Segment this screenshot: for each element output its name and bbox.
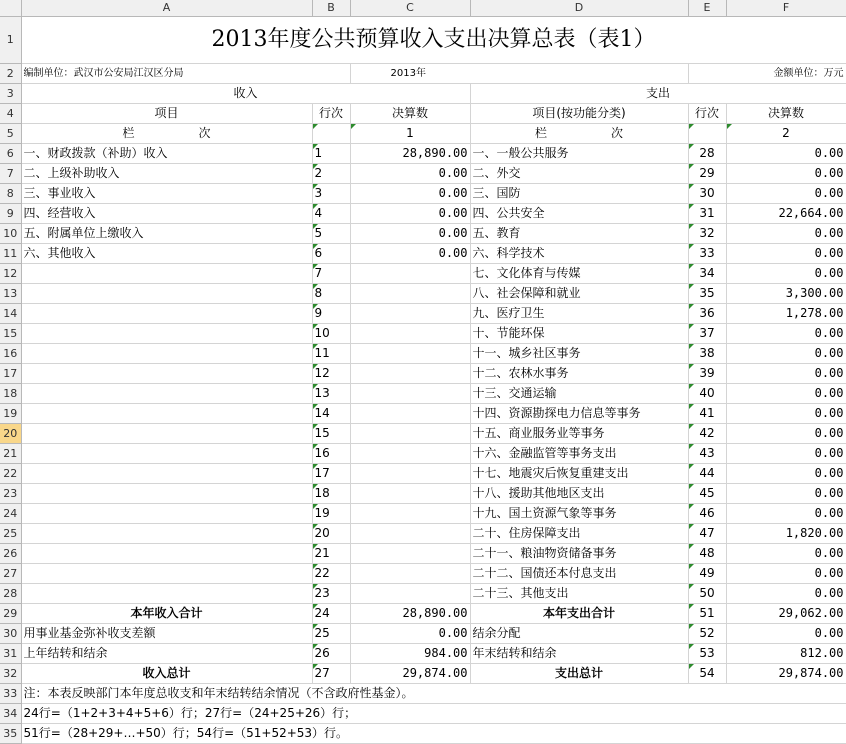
expense-line-cell[interactable]: 32 xyxy=(688,224,726,244)
ci2-label: 次 xyxy=(611,126,624,140)
income-item-cell[interactable] xyxy=(21,444,312,464)
income-line-cell[interactable]: 16 xyxy=(312,444,350,464)
table-row xyxy=(0,344,846,364)
expense-amount-cell[interactable]: 0.00 xyxy=(726,464,846,484)
income-item-cell[interactable] xyxy=(21,404,312,424)
expense-total-line-cell[interactable]: 53 xyxy=(688,644,726,664)
expense-total-amount-cell[interactable]: 29,062.00 xyxy=(726,604,846,624)
income-line-cell[interactable]: 1 xyxy=(312,144,350,164)
income-item-cell[interactable] xyxy=(21,504,312,524)
income-section-cell[interactable]: 收入 xyxy=(21,84,470,104)
total-row xyxy=(0,644,846,664)
expense-line-cell[interactable]: 50 xyxy=(688,584,726,604)
lan2-label: 栏 xyxy=(534,126,547,140)
table-row xyxy=(0,304,846,324)
expense-item-cell[interactable]: 十六、金融监管等事务支出 xyxy=(470,444,688,464)
note-row xyxy=(0,684,846,704)
item-header-cell[interactable]: 项目 xyxy=(21,104,312,124)
note-cell[interactable]: 注：本表反映部门本年度总收支和年末结转结余情况（不含政府性基金）。 xyxy=(21,684,846,704)
income-line-cell[interactable]: 2 xyxy=(312,164,350,184)
expense-line-cell[interactable]: 40 xyxy=(688,384,726,404)
column-header-d[interactable]: D xyxy=(470,0,688,17)
income-item-cell[interactable]: 三、事业收入 xyxy=(21,184,312,204)
expense-line-cell[interactable]: 47 xyxy=(688,524,726,544)
table-row xyxy=(0,184,846,204)
expense-total-label-cell[interactable]: 支出总计 xyxy=(470,664,688,684)
expense-line-cell[interactable]: 30 xyxy=(688,184,726,204)
select-all-corner[interactable] xyxy=(0,0,21,17)
row-header[interactable]: 4 xyxy=(0,104,21,124)
ci-label: 次 xyxy=(198,126,211,140)
income-line-cell[interactable]: 21 xyxy=(312,544,350,564)
income-amount-cell[interactable] xyxy=(350,504,470,524)
row-header[interactable]: 5 xyxy=(0,124,21,144)
line-header-cell[interactable]: 行次 xyxy=(312,104,350,124)
expense-item-cell[interactable]: 六、科学技术 xyxy=(470,244,688,264)
income-amount-cell[interactable]: 0.00 xyxy=(350,224,470,244)
table-row xyxy=(0,504,846,524)
expense-amount-cell[interactable]: 0.00 xyxy=(726,564,846,584)
expense-amount-cell[interactable]: 0.00 xyxy=(726,504,846,524)
income-item-cell[interactable] xyxy=(21,584,312,604)
expense-item-cell[interactable]: 十三、交通运输 xyxy=(470,384,688,404)
num1-cell[interactable]: 1 xyxy=(350,124,470,144)
note-row xyxy=(0,724,846,744)
expense-line-cell[interactable]: 39 xyxy=(688,364,726,384)
income-amount-cell[interactable]: 28,890.00 xyxy=(350,144,470,164)
income-total-label-cell[interactable]: 用事业基金弥补收支差额 xyxy=(21,624,312,644)
income-line-cell[interactable]: 13 xyxy=(312,384,350,404)
row-header[interactable]: 11 xyxy=(0,244,21,264)
income-line-cell[interactable]: 6 xyxy=(312,244,350,264)
table-row xyxy=(0,224,846,244)
income-line-cell[interactable]: 17 xyxy=(312,464,350,484)
income-line-cell[interactable]: 9 xyxy=(312,304,350,324)
expense-item-cell[interactable]: 十、节能环保 xyxy=(470,324,688,344)
column-header-c[interactable]: C xyxy=(350,0,470,17)
expense-total-line-cell[interactable]: 52 xyxy=(688,624,726,644)
row-header[interactable]: 3 xyxy=(0,84,21,104)
table-row xyxy=(0,464,846,484)
row-header[interactable]: 17 xyxy=(0,364,21,384)
expense-amount-cell[interactable]: 0.00 xyxy=(726,544,846,564)
expense-item-cell[interactable]: 一、一般公共服务 xyxy=(470,144,688,164)
table-row xyxy=(0,424,846,444)
table-row xyxy=(0,244,846,264)
expense-item-cell[interactable]: 十一、城乡社区事务 xyxy=(470,344,688,364)
row-header[interactable]: 20 xyxy=(0,424,21,444)
row-header[interactable]: 25 xyxy=(0,524,21,544)
table-row xyxy=(0,384,846,404)
expense-amount-cell[interactable]: 0.00 xyxy=(726,184,846,204)
expense-amount-cell[interactable]: 0.00 xyxy=(726,584,846,604)
income-total-line-cell[interactable]: 26 xyxy=(312,644,350,664)
income-line-cell[interactable]: 4 xyxy=(312,204,350,224)
expense-item-cell[interactable]: 二十二、国债还本付息支出 xyxy=(470,564,688,584)
income-line-cell[interactable]: 11 xyxy=(312,344,350,364)
item-func-header-cell[interactable]: 项目(按功能分类) xyxy=(470,104,688,124)
table-row xyxy=(0,544,846,564)
row-header[interactable]: 19 xyxy=(0,404,21,424)
expense-line-cell[interactable]: 45 xyxy=(688,484,726,504)
expense-item-cell[interactable]: 三、国防 xyxy=(470,184,688,204)
column-header-b[interactable]: B xyxy=(312,0,350,17)
note-row xyxy=(0,704,846,724)
row-header[interactable]: 1 xyxy=(0,17,21,64)
expense-item-cell[interactable]: 二十三、其他支出 xyxy=(470,584,688,604)
income-item-cell[interactable]: 六、其他收入 xyxy=(21,244,312,264)
expense-amount-cell[interactable]: 0.00 xyxy=(726,144,846,164)
column-header-e[interactable]: E xyxy=(688,0,726,17)
income-amount-cell[interactable] xyxy=(350,384,470,404)
income-item-cell[interactable] xyxy=(21,484,312,504)
table-row xyxy=(0,484,846,504)
total-row xyxy=(0,604,846,624)
amount2-header-cell[interactable]: 决算数 xyxy=(726,104,846,124)
row-header[interactable]: 34 xyxy=(0,704,21,724)
expense-line-cell[interactable]: 48 xyxy=(688,544,726,564)
lan-ci-cell[interactable] xyxy=(21,124,312,144)
expense-item-cell[interactable]: 七、文化体育与传媒 xyxy=(470,264,688,284)
expense-item-cell[interactable]: 十四、资源勘探电力信息等事务 xyxy=(470,404,688,424)
line-num-cell[interactable] xyxy=(312,124,350,144)
table-row xyxy=(0,524,846,544)
income-amount-cell[interactable] xyxy=(350,324,470,344)
income-line-cell[interactable]: 14 xyxy=(312,404,350,424)
expense-total-amount-cell[interactable]: 29,874.00 xyxy=(726,664,846,684)
income-item-cell[interactable] xyxy=(21,324,312,344)
table-row xyxy=(0,204,846,224)
year-cell[interactable]: 2013年 xyxy=(350,64,688,84)
income-line-cell[interactable]: 15 xyxy=(312,424,350,444)
income-amount-cell[interactable] xyxy=(350,264,470,284)
expense-line-cell[interactable]: 35 xyxy=(688,284,726,304)
table-row xyxy=(0,564,846,584)
expense-total-label-cell[interactable]: 年末结转和结余 xyxy=(470,644,688,664)
line2-num-cell[interactable] xyxy=(688,124,726,144)
income-amount-cell[interactable] xyxy=(350,484,470,504)
row-header[interactable]: 14 xyxy=(0,304,21,324)
income-item-cell[interactable] xyxy=(21,524,312,544)
table-row xyxy=(0,404,846,424)
note-cell[interactable]: 51行=（28+29+…+50）行；54行=（51+52+53）行。 xyxy=(21,724,846,744)
row-header[interactable]: 22 xyxy=(0,464,21,484)
row-header[interactable]: 10 xyxy=(0,224,21,244)
income-amount-cell[interactable] xyxy=(350,464,470,484)
expense-item-cell[interactable]: 九、医疗卫生 xyxy=(470,304,688,324)
income-total-line-cell[interactable]: 24 xyxy=(312,604,350,624)
amount-unit-cell[interactable]: 金额单位：万元 xyxy=(688,64,846,84)
income-item-cell[interactable] xyxy=(21,264,312,284)
header-row xyxy=(0,104,846,124)
table-row xyxy=(0,144,846,164)
row-header[interactable]: 31 xyxy=(0,644,21,664)
expense-item-cell[interactable]: 八、社会保障和就业 xyxy=(470,284,688,304)
income-item-cell[interactable] xyxy=(21,304,312,324)
income-total-amount-cell[interactable]: 0.00 xyxy=(350,624,470,644)
row-header[interactable]: 16 xyxy=(0,344,21,364)
amount-header-cell[interactable]: 决算数 xyxy=(350,104,470,124)
compiling-unit-cell[interactable]: 编制单位：武汉市公安局江汉区分局 xyxy=(21,64,350,84)
income-amount-cell[interactable] xyxy=(350,344,470,364)
row-header[interactable]: 2 xyxy=(0,64,21,84)
expense-total-amount-cell[interactable]: 0.00 xyxy=(726,624,846,644)
income-item-cell[interactable] xyxy=(21,464,312,484)
row-header[interactable]: 6 xyxy=(0,144,21,164)
column-number-row xyxy=(0,124,846,144)
expense-total-label-cell[interactable]: 结余分配 xyxy=(470,624,688,644)
income-amount-cell[interactable] xyxy=(350,364,470,384)
row-header[interactable]: 21 xyxy=(0,444,21,464)
expense-total-line-cell[interactable]: 54 xyxy=(688,664,726,684)
income-item-cell[interactable]: 一、财政拨款（补助）收入 xyxy=(21,144,312,164)
expense-item-cell[interactable]: 二、外交 xyxy=(470,164,688,184)
expense-total-label-cell[interactable]: 本年支出合计 xyxy=(470,604,688,624)
table-row xyxy=(0,324,846,344)
income-amount-cell[interactable] xyxy=(350,584,470,604)
expense-amount-cell[interactable]: 0.00 xyxy=(726,244,846,264)
expense-line-cell[interactable]: 38 xyxy=(688,344,726,364)
income-line-cell[interactable]: 10 xyxy=(312,324,350,344)
info-row xyxy=(0,64,846,84)
expense-line-cell[interactable]: 46 xyxy=(688,504,726,524)
expense-total-line-cell[interactable]: 51 xyxy=(688,604,726,624)
table-row xyxy=(0,584,846,604)
total-row xyxy=(0,664,846,684)
expense-amount-cell[interactable]: 0.00 xyxy=(726,424,846,444)
income-amount-cell[interactable] xyxy=(350,524,470,544)
expense-item-cell[interactable]: 十七、地震灾后恢复重建支出 xyxy=(470,464,688,484)
total-row xyxy=(0,624,846,644)
row-header[interactable]: 8 xyxy=(0,184,21,204)
expense-line-cell[interactable]: 37 xyxy=(688,324,726,344)
income-line-cell[interactable]: 18 xyxy=(312,484,350,504)
income-line-cell[interactable]: 19 xyxy=(312,504,350,524)
table-row xyxy=(0,164,846,184)
num2-cell[interactable]: 2 xyxy=(726,124,846,144)
income-line-cell[interactable]: 5 xyxy=(312,224,350,244)
expense-line-cell[interactable]: 33 xyxy=(688,244,726,264)
income-amount-cell[interactable] xyxy=(350,304,470,324)
expense-line-cell[interactable]: 42 xyxy=(688,424,726,444)
income-amount-cell[interactable] xyxy=(350,424,470,444)
income-item-cell[interactable] xyxy=(21,384,312,404)
expense-amount-cell[interactable]: 0.00 xyxy=(726,224,846,244)
row-header[interactable]: 33 xyxy=(0,684,21,704)
expense-line-cell[interactable]: 36 xyxy=(688,304,726,324)
expense-amount-cell[interactable]: 0.00 xyxy=(726,264,846,284)
income-total-label-cell[interactable]: 上年结转和结余 xyxy=(21,644,312,664)
row-header[interactable]: 12 xyxy=(0,264,21,284)
row-header[interactable]: 9 xyxy=(0,204,21,224)
income-amount-cell[interactable] xyxy=(350,544,470,564)
income-item-cell[interactable] xyxy=(21,564,312,584)
income-line-cell[interactable]: 12 xyxy=(312,364,350,384)
expense-amount-cell[interactable]: 0.00 xyxy=(726,404,846,424)
income-line-cell[interactable]: 3 xyxy=(312,184,350,204)
expense-item-cell[interactable]: 十二、农林水事务 xyxy=(470,364,688,384)
expense-item-cell[interactable]: 十五、商业服务业等事务 xyxy=(470,424,688,444)
data-rows xyxy=(0,144,846,604)
section-row xyxy=(0,84,846,104)
lan-ci2-cell[interactable] xyxy=(470,124,688,144)
table-row xyxy=(0,364,846,384)
income-item-cell[interactable] xyxy=(21,364,312,384)
income-line-cell[interactable]: 20 xyxy=(312,524,350,544)
total-rows xyxy=(0,604,846,684)
row-header[interactable]: 29 xyxy=(0,604,21,624)
expense-amount-cell[interactable]: 0.00 xyxy=(726,444,846,464)
income-total-label-cell[interactable]: 收入总计 xyxy=(21,664,312,684)
income-line-cell[interactable]: 22 xyxy=(312,564,350,584)
income-amount-cell[interactable] xyxy=(350,284,470,304)
row-header[interactable]: 27 xyxy=(0,564,21,584)
income-amount-cell[interactable]: 0.00 xyxy=(350,244,470,264)
expense-line-cell[interactable]: 43 xyxy=(688,444,726,464)
table-row xyxy=(0,264,846,284)
expense-item-cell[interactable]: 四、公共安全 xyxy=(470,204,688,224)
expense-item-cell[interactable]: 十八、援助其他地区支出 xyxy=(470,484,688,504)
row-header[interactable]: 23 xyxy=(0,484,21,504)
income-amount-cell[interactable]: 0.00 xyxy=(350,184,470,204)
income-total-amount-cell[interactable]: 28,890.00 xyxy=(350,604,470,624)
expense-amount-cell[interactable]: 0.00 xyxy=(726,364,846,384)
expense-amount-cell[interactable]: 0.00 xyxy=(726,324,846,344)
income-line-cell[interactable]: 8 xyxy=(312,284,350,304)
table-row xyxy=(0,444,846,464)
income-total-line-cell[interactable]: 27 xyxy=(312,664,350,684)
income-amount-cell[interactable]: 0.00 xyxy=(350,204,470,224)
expense-amount-cell[interactable]: 3,300.00 xyxy=(726,284,846,304)
income-item-cell[interactable] xyxy=(21,544,312,564)
note-cell[interactable]: 24行=（1+2+3+4+5+6）行；27行=（24+25+26）行； xyxy=(21,704,846,724)
expense-item-cell[interactable]: 二十一、粮油物资储备事务 xyxy=(470,544,688,564)
note-rows xyxy=(0,684,846,744)
income-total-amount-cell[interactable]: 29,874.00 xyxy=(350,664,470,684)
row-header[interactable]: 28 xyxy=(0,584,21,604)
income-total-amount-cell[interactable]: 984.00 xyxy=(350,644,470,664)
expense-line-cell[interactable]: 28 xyxy=(688,144,726,164)
expense-line-cell[interactable]: 49 xyxy=(688,564,726,584)
expense-amount-cell[interactable]: 0.00 xyxy=(726,384,846,404)
row-header[interactable]: 35 xyxy=(0,724,21,744)
row-header[interactable]: 30 xyxy=(0,624,21,644)
row-header[interactable]: 15 xyxy=(0,324,21,344)
income-item-cell[interactable] xyxy=(21,344,312,364)
title-row xyxy=(0,17,846,64)
expense-amount-cell[interactable]: 22,664.00 xyxy=(726,204,846,224)
row-header[interactable]: 24 xyxy=(0,504,21,524)
expense-line-cell[interactable]: 34 xyxy=(688,264,726,284)
expense-line-cell[interactable]: 44 xyxy=(688,464,726,484)
lan-label: 栏 xyxy=(122,126,135,140)
expense-item-cell[interactable]: 二十、住房保障支出 xyxy=(470,524,688,544)
income-line-cell[interactable]: 7 xyxy=(312,264,350,284)
expense-amount-cell[interactable]: 0.00 xyxy=(726,344,846,364)
income-line-cell[interactable]: 23 xyxy=(312,584,350,604)
expense-amount-cell[interactable]: 1,820.00 xyxy=(726,524,846,544)
income-amount-cell[interactable] xyxy=(350,444,470,464)
column-header-row xyxy=(0,0,846,17)
row-header[interactable]: 32 xyxy=(0,664,21,684)
line2-header-cell[interactable]: 行次 xyxy=(688,104,726,124)
row-header[interactable]: 7 xyxy=(0,164,21,184)
income-total-line-cell[interactable]: 25 xyxy=(312,624,350,644)
row-header[interactable]: 26 xyxy=(0,544,21,564)
expense-amount-cell[interactable]: 0.00 xyxy=(726,164,846,184)
expense-line-cell[interactable]: 41 xyxy=(688,404,726,424)
expense-total-amount-cell[interactable]: 812.00 xyxy=(726,644,846,664)
income-amount-cell[interactable] xyxy=(350,564,470,584)
income-item-cell[interactable]: 四、经营收入 xyxy=(21,204,312,224)
income-amount-cell[interactable] xyxy=(350,404,470,424)
expense-line-cell[interactable]: 31 xyxy=(688,204,726,224)
income-item-cell[interactable]: 五、附属单位上缴收入 xyxy=(21,224,312,244)
row-header[interactable]: 13 xyxy=(0,284,21,304)
column-header-f[interactable]: F xyxy=(726,0,846,17)
expense-item-cell[interactable]: 五、教育 xyxy=(470,224,688,244)
income-item-cell[interactable] xyxy=(21,284,312,304)
income-total-label-cell[interactable]: 本年收入合计 xyxy=(21,604,312,624)
column-header-a[interactable]: A xyxy=(21,0,312,17)
expense-section-cell[interactable]: 支出 xyxy=(470,84,846,104)
income-amount-cell[interactable]: 0.00 xyxy=(350,164,470,184)
table-row xyxy=(0,284,846,304)
expense-item-cell[interactable]: 十九、国土资源气象等事务 xyxy=(470,504,688,524)
income-item-cell[interactable]: 二、上级补助收入 xyxy=(21,164,312,184)
income-item-cell[interactable] xyxy=(21,424,312,444)
expense-line-cell[interactable]: 29 xyxy=(688,164,726,184)
expense-amount-cell[interactable]: 1,278.00 xyxy=(726,304,846,324)
sheet-title[interactable]: 2013年度公共预算收入支出决算总表（表1） xyxy=(21,17,846,64)
row-header[interactable]: 18 xyxy=(0,384,21,404)
expense-amount-cell[interactable]: 0.00 xyxy=(726,484,846,504)
